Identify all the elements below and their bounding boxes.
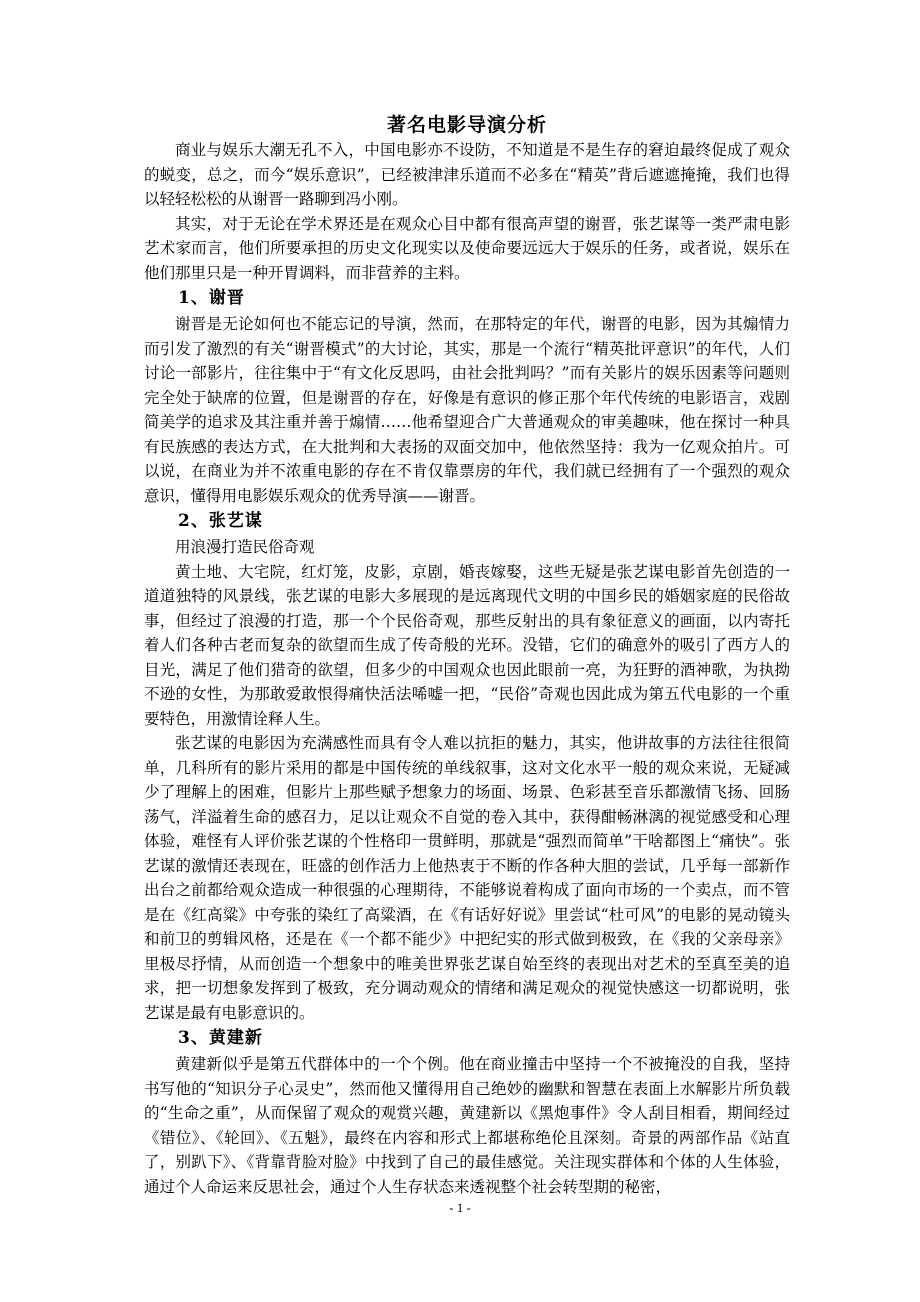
section-paragraph: 黄建新似乎是第五代群体中的一个个例。他在商业撞击中坚持一个不被掩没的自我，坚持书写他的“知识分子心灵史”，然而他又懂得用自己绝妙的幽默和智慧在表面上水解影片所负载的“生命之重”，从而保留了观众的观赏兴趣，黄建新以《黑炮事件》令人刮目相看，期间经过《错位》、《轮回》、《五魁》，最终在内容和形式上都堪称绝伦且深刻。奇景的两部作品《站直了，别趴下》、《背靠背脸对脸》中找到了自己的最佳感觉。关注现实群体和个体的人生体验，通过个人命运来反思社会，通过个人生存状态来透视整个社会转型期的秘密， xyxy=(144,1055,790,1196)
section-paragraph: 谢晋是无论如何也不能忘记的导演，然而，在那特定的年代，谢晋的电影，因为其煽情力而引发了激烈的有关“谢晋模式”的大讨论，其实，那是一个流行“精英批评意识”的年代，人们讨论一部影片，往往集中于“有文化反思吗，由社会批判吗？”而有关影片的娱乐因素等问题则完全处于缺席的位置，但是谢晋的存在，好像是有意识的修正那个年代传统的电影语言，戏剧简美学的追求及其注重并善于煽情……他希望迎合广大普通观众的审美趣味，他在探讨一种具有民族感的表达方式，在大批判和大表扬的双面交加中，他依然坚持：我为一亿观众拍片。可以说，在商业为并不浓重电影的存在不肯仅靠票房的年代，我们就已经拥有了一个强烈的观众意识，懂得用电影娱乐观众的优秀导演——谢晋。 xyxy=(144,315,790,505)
intro-paragraph-1: 商业与娱乐大潮无孔不入，中国电影亦不设防，不知道是不是生存的窘迫最终促成了观众的蜕变，总之，而今“娱乐意识”，已经被津津乐道而不必多在“精英”背后遮遮掩掩，我们也得以轻轻松松的从谢晋一路聊到冯小刚。 xyxy=(144,141,790,208)
section-xie-jin xyxy=(144,285,790,508)
section-heading: 2、张艺谋 xyxy=(178,511,263,531)
document-title: 著名电影导演分析 xyxy=(386,114,547,136)
section-paragraph: 黄土地、大宅院，红灯笼，皮影，京剧，婚丧嫁娶，这些无疑是张艺谋电影首先创造的一道道独特的风景线，张艺谋的电影大多展现的是远离现代文明的中国乡民的婚姻家庭的民俗故事，但经过了浪漫的打造，那一个个民俗奇观，那些反射出的具有象征意义的画面，以内寄托着人们各种古老而复杂的欲望而生成了传奇般的光环。没错，它们的确意外的吸引了西方人的目光，满足了他们猎奇的欲望，但多少的中国观众也因此眼前一亮，为狂野的酒神歌，为执拗不逊的女性，为那敢爱敢恨得痛快活法唏嘘一把，“民俗”奇观也因此成为第五代电影的一个重要特色，用激情诠释人生。 xyxy=(144,562,790,728)
document-page xyxy=(144,112,790,1199)
section-zhang-yimou xyxy=(144,508,790,1025)
intro-paragraph-2: 其实，对于无论在学术界还是在观众心目中都有很高声望的谢晋，张艺谋等一类严肃电影艺术家而言，他们所要承担的历史文化现实以及使命要远远大于娱乐的任务，或者说，娱乐在他们那里只是一种开胃调料，而非营养的主料。 xyxy=(144,214,790,282)
section-paragraph: 张艺谋的电影因为充满感性而具有令人难以抗拒的魅力，其实，他讲故事的方法往往很简单，几科所有的影片采用的都是中国传统的单线叙事，这对文化水平一般的观众来说，无疑减少了理解上的困难，但影片上那些赋予想象力的场面、场景、色彩甚至音乐都激情飞扬、回肠荡气，洋溢着生命的感召力，足以让观众不自觉的卷入其中，获得酣畅淋漓的视觉感受和心理体验，难怪有人评价张艺谋的个性格印一贯鲜明，那就是“强烈而简单”干啥都图上“痛快”。张艺谋的激情还表现在，旺盛的创作活力上他热衷于不断的作各种大胆的尝试，几乎每一部新作出台之前都给观众造成一种很强的心理期待，不能够说着构成了面向市场的一个卖点，而不管是在《红高粱》中夸张的染红了高粱酒，在《有话好好说》里尝试“杜可风”的电影的晃动镜头和前卫的剪辑风格，还是在《一个都不能少》中把纪实的形式做到极致，在《我的父亲母亲》里极尽抒情，从而创造一个想象中的唯美世界张艺谋自始至终的表现出对艺术的至真至美的追求，把一切想象发挥到了极致，充分调动观众的情绪和满足观众的视觉快感这一切都说明，张艺谋是最有电影意识的。 xyxy=(144,734,790,1022)
section-huang-jianxin xyxy=(144,1025,790,1199)
section-heading: 3、黄建新 xyxy=(178,1028,263,1048)
section-subtitle: 用浪漫打造民俗奇观 xyxy=(175,538,315,556)
page-number: - 1 - xyxy=(449,1200,471,1215)
section-heading: 1、谢晋 xyxy=(178,288,245,308)
